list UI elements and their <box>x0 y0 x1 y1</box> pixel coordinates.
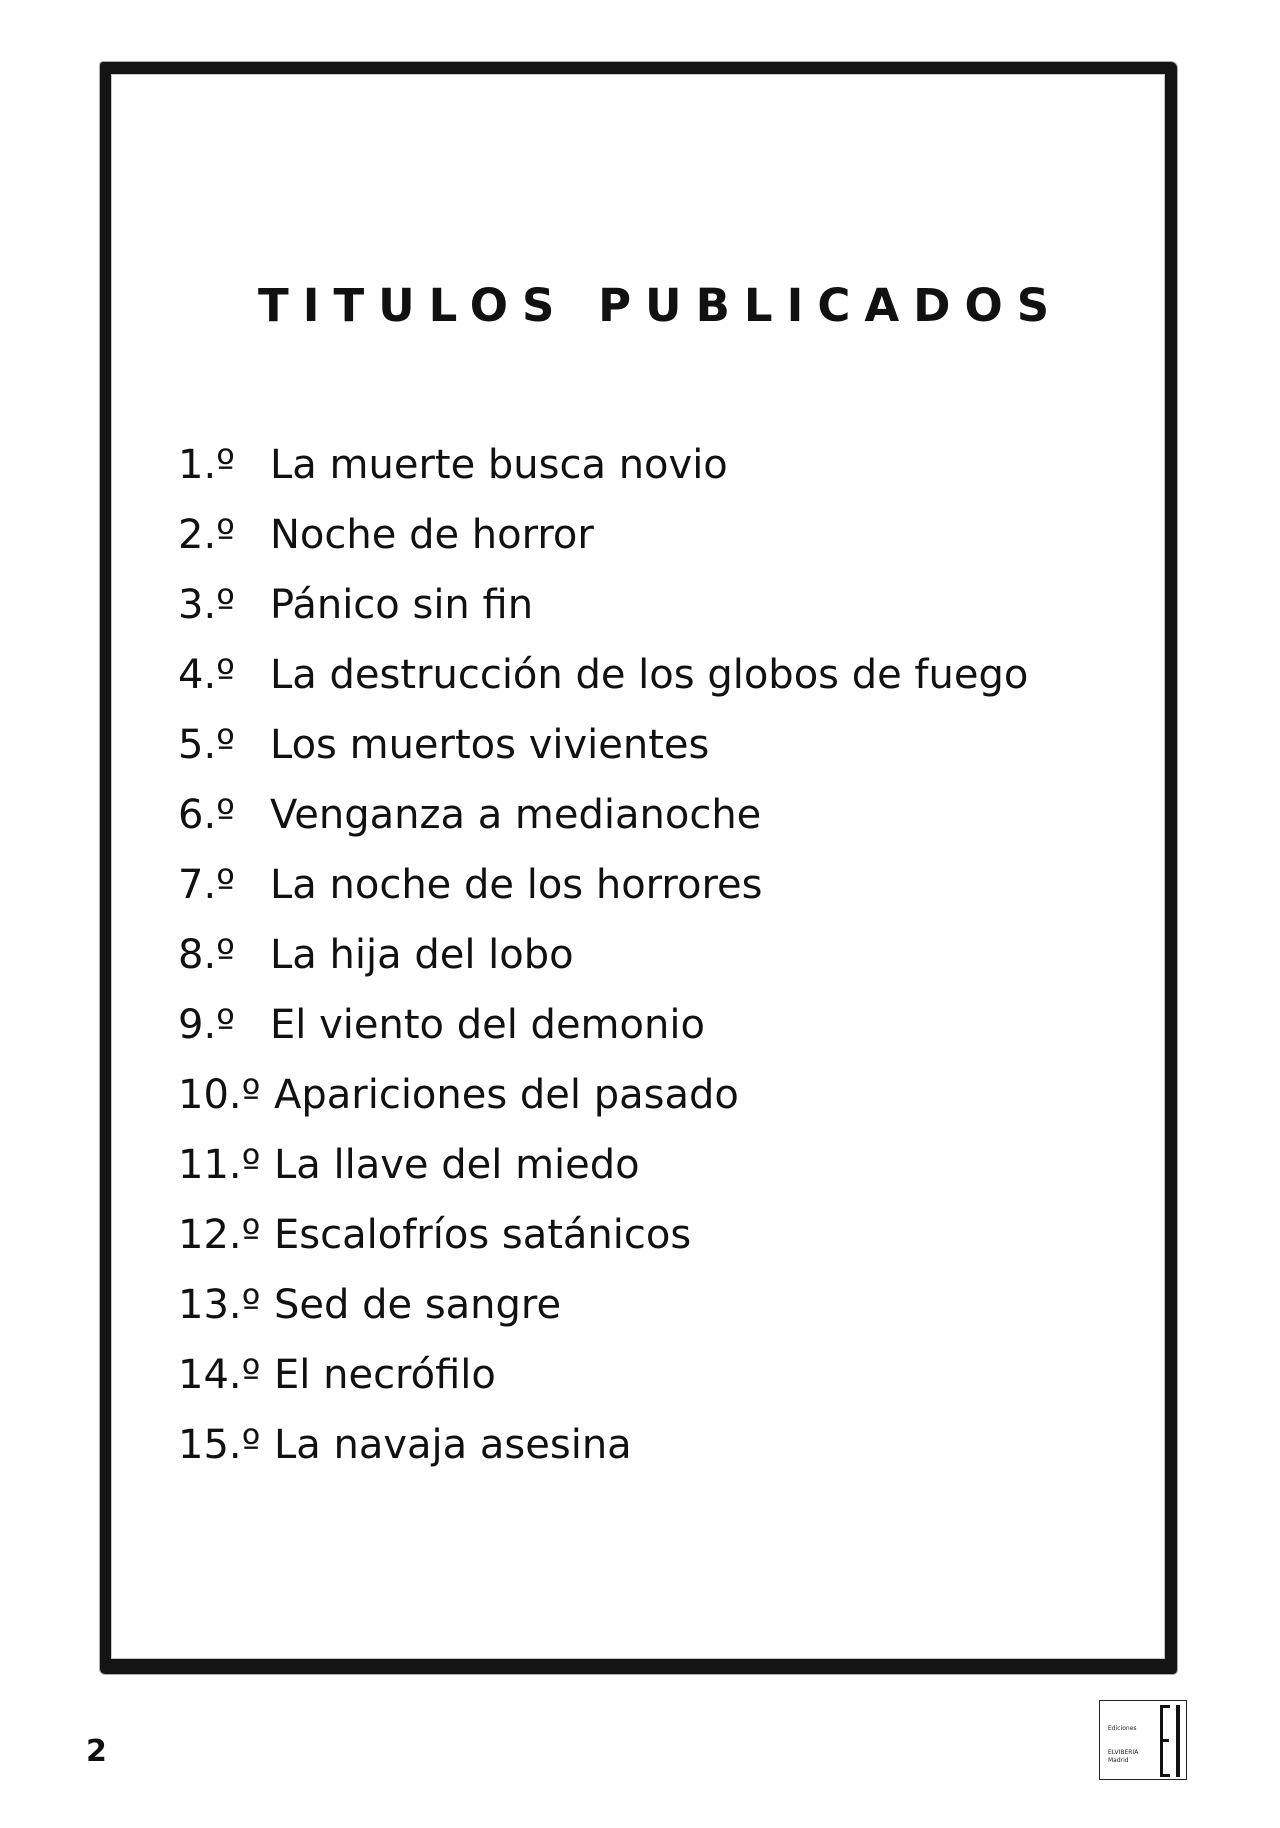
publisher-logo-mark-icon <box>1160 1705 1184 1777</box>
publisher-logo-line: Madrid <box>1108 1757 1129 1764</box>
list-item <box>178 850 1028 920</box>
publisher-logo-line: ELVIBERIA <box>1108 1749 1139 1756</box>
item-title: La llave del miedo <box>274 1142 640 1188</box>
page-title: TITULOS PUBLICADOS <box>258 279 1064 332</box>
item-number: 6.º <box>178 792 236 838</box>
item-number: 1.º <box>178 442 236 488</box>
item-number: 13.º <box>178 1282 261 1328</box>
item-title: La noche de los horrores <box>270 862 763 908</box>
list-item <box>178 430 1028 500</box>
item-number: 12.º <box>178 1212 261 1258</box>
item-title: Sed de sangre <box>274 1282 562 1328</box>
item-number: 4.º <box>178 652 236 698</box>
item-title: El necrófilo <box>274 1352 496 1398</box>
list-item <box>178 1200 1028 1270</box>
list-item <box>178 570 1028 640</box>
item-number: 10.º <box>178 1072 261 1118</box>
item-title: El viento del demonio <box>270 1002 705 1048</box>
item-number: 8.º <box>178 932 236 978</box>
item-number: 5.º <box>178 722 236 768</box>
list-item <box>178 780 1028 850</box>
item-number: 2.º <box>178 512 236 558</box>
item-number: 3.º <box>178 582 236 628</box>
list-item <box>178 1410 1028 1480</box>
item-number: 14.º <box>178 1352 261 1398</box>
item-title: Apariciones del pasado <box>274 1072 739 1118</box>
item-title: Venganza a medianoche <box>270 792 762 838</box>
list-item <box>178 1130 1028 1200</box>
list-item <box>178 990 1028 1060</box>
item-number: 15.º <box>178 1422 261 1468</box>
item-title: Pánico sin fin <box>270 582 534 628</box>
list-item <box>178 1270 1028 1340</box>
list-item <box>178 1060 1028 1130</box>
list-item <box>178 920 1028 990</box>
publisher-logo-line: Ediciones <box>1108 1725 1137 1732</box>
list-item <box>178 710 1028 780</box>
list-item <box>178 500 1028 570</box>
item-title: La navaja asesina <box>274 1422 632 1468</box>
page-number: 2 <box>86 1734 107 1769</box>
item-number: 11.º <box>178 1142 261 1188</box>
item-number: 7.º <box>178 862 236 908</box>
item-title: Noche de horror <box>270 512 594 558</box>
item-title: Los muertos vivientes <box>270 722 710 768</box>
published-titles-list <box>178 430 1028 1480</box>
item-title: La muerte busca novio <box>270 442 728 488</box>
list-item <box>178 640 1028 710</box>
item-title: Escalofríos satánicos <box>274 1212 692 1258</box>
list-item <box>178 1340 1028 1410</box>
item-title: La destrucción de los globos de fuego <box>270 652 1029 698</box>
item-title: La hija del lobo <box>270 932 574 978</box>
item-number: 9.º <box>178 1002 236 1048</box>
publisher-logo <box>1099 1700 1187 1780</box>
